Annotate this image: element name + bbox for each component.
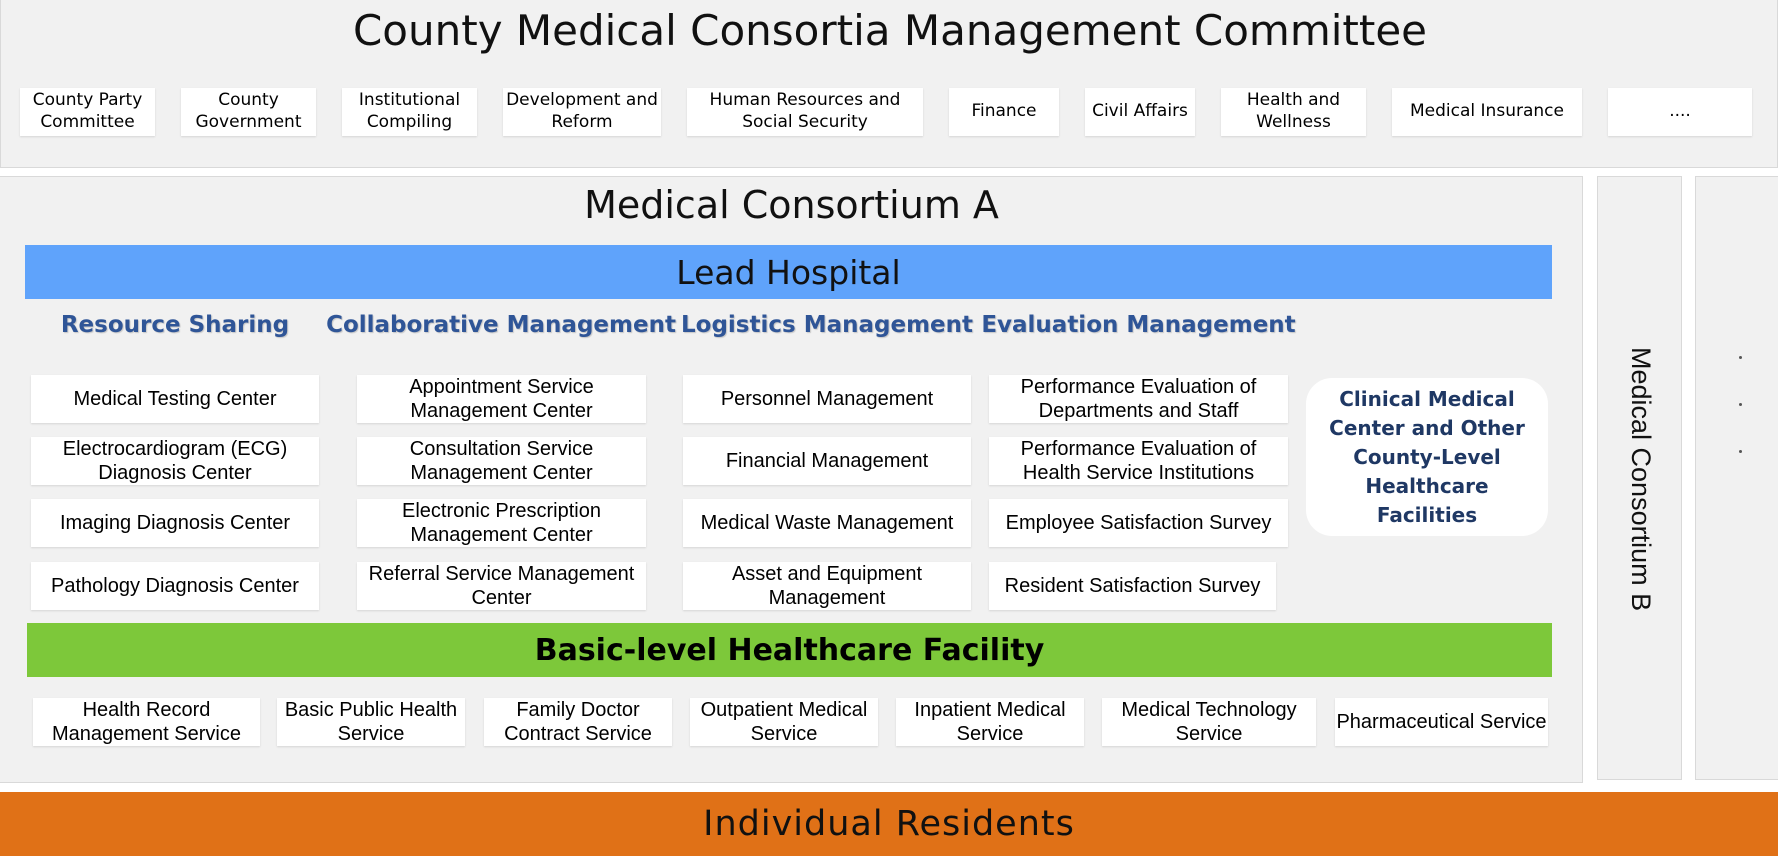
member-development-reform: Development and Reform <box>503 88 661 136</box>
member-hr-social-security: Human Resources and Social Security <box>687 88 923 136</box>
lead-hospital-bar: Lead Hospital <box>25 245 1552 299</box>
committee-panel <box>0 0 1778 168</box>
service-family-doctor: Family Doctor Contract Service <box>484 698 672 746</box>
committee-title: County Medical Consortia Management Committee <box>352 5 1428 55</box>
member-finance: Finance <box>949 88 1059 136</box>
collab-appointment-service: Appointment Service Management Center <box>357 375 646 423</box>
member-county-government: County Government <box>181 88 316 136</box>
category-resource-sharing: Resource Sharing <box>60 312 290 338</box>
member-more: .... <box>1608 88 1752 136</box>
member-health-wellness: Health and Wellness <box>1221 88 1366 136</box>
basic-facility-bar: Basic-level Healthcare Facility <box>27 623 1552 677</box>
service-pharmaceutical: Pharmaceutical Service <box>1335 698 1548 746</box>
consortium-a-title: Medical Consortium A <box>584 183 999 227</box>
eval-departments-staff: Performance Evaluation of Departments and Staff <box>989 375 1288 423</box>
eval-employee-satisfaction: Employee Satisfaction Survey <box>989 499 1288 547</box>
logistics-asset-equipment: Asset and Equipment Management <box>683 562 971 610</box>
collab-consultation-service: Consultation Service Management Center <box>357 437 646 485</box>
collab-electronic-prescription: Electronic Prescription Management Center <box>357 499 646 547</box>
member-civil-affairs: Civil Affairs <box>1085 88 1195 136</box>
consortium-a-panel <box>0 176 1583 783</box>
resource-pathology-diagnosis: Pathology Diagnosis Center <box>31 562 319 610</box>
member-medical-insurance: Medical Insurance <box>1392 88 1582 136</box>
ellipsis-dot <box>1739 403 1742 406</box>
service-basic-public-health: Basic Public Health Service <box>277 698 465 746</box>
logistics-financial: Financial Management <box>683 437 971 485</box>
eval-resident-satisfaction: Resident Satisfaction Survey <box>989 562 1276 610</box>
collab-referral-service: Referral Service Management Center <box>357 562 646 610</box>
category-logistics-management: Logistics Management <box>681 312 974 338</box>
service-inpatient: Inpatient Medical Service <box>896 698 1084 746</box>
ellipsis-dot <box>1739 450 1742 453</box>
resource-imaging-diagnosis: Imaging Diagnosis Center <box>31 499 319 547</box>
logistics-personnel: Personnel Management <box>683 375 971 423</box>
consortium-b-title <box>1598 177 1683 781</box>
resource-medical-testing: Medical Testing Center <box>31 375 319 423</box>
ellipsis-dot <box>1739 356 1742 359</box>
category-collaborative-management: Collaborative Management <box>326 312 676 338</box>
more-consortia-panel <box>1695 176 1778 780</box>
consortium-b-label: Medical Consortium B <box>1626 346 1656 612</box>
member-county-party-committee: County Party Committee <box>20 88 155 136</box>
service-medical-technology: Medical Technology Service <box>1102 698 1316 746</box>
category-evaluation-management: Evaluation Management <box>981 312 1296 338</box>
member-institutional-compiling: Institutional Compiling <box>342 88 477 136</box>
residents-bar: Individual Residents <box>0 792 1778 856</box>
eval-health-institutions: Performance Evaluation of Health Service Institutions <box>989 437 1288 485</box>
clinical-center-box: Clinical Medical Center and Other County-Level Healthcare Facilities <box>1306 378 1548 536</box>
service-health-record: Health Record Management Service <box>33 698 260 746</box>
consortium-b-panel <box>1597 176 1682 780</box>
service-outpatient: Outpatient Medical Service <box>690 698 878 746</box>
logistics-medical-waste: Medical Waste Management <box>683 499 971 547</box>
resource-ecg-diagnosis: Electrocardiogram (ECG) Diagnosis Center <box>31 437 319 485</box>
